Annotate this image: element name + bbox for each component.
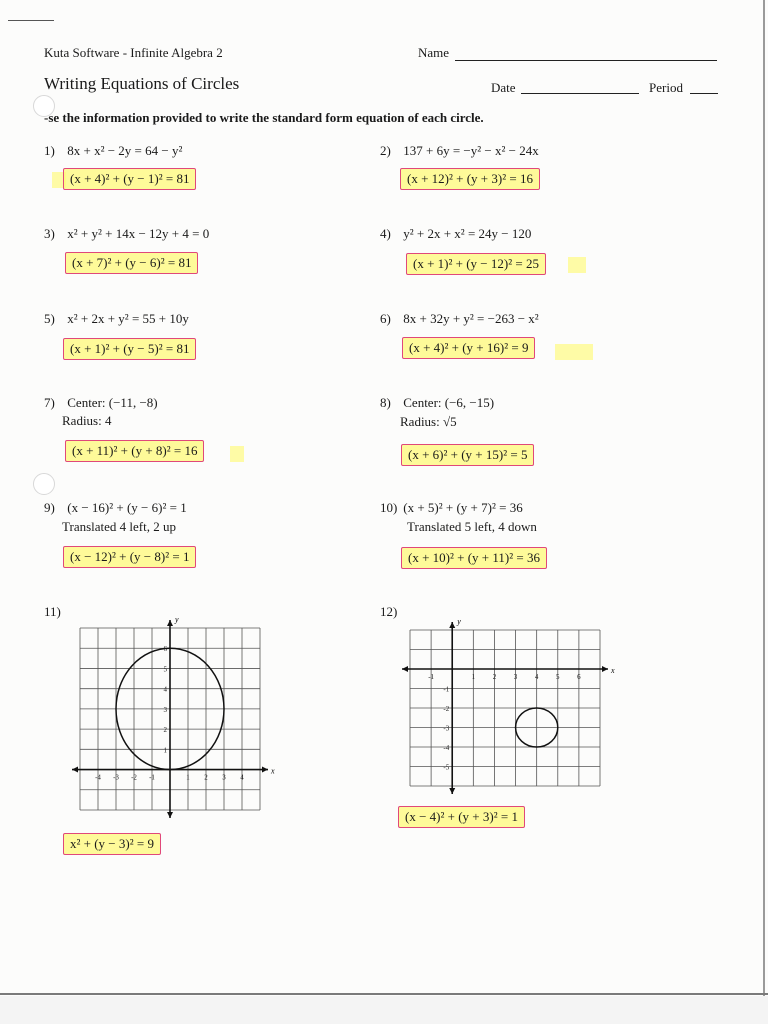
y-tick-label: 4 [163,685,167,694]
problem-text: (x + 5)² + (y + 7)² = 36 [403,500,523,515]
answer-box: (x − 4)² + (y + 3)² = 1 [398,806,525,828]
problem-4 [380,226,531,242]
problem-2 [380,143,539,159]
y-tick-label: 1 [163,746,167,755]
problem-detail: Radius: 4 [62,413,112,428]
problem-text: (x − 16)² + (y − 6)² = 1 [67,500,187,515]
period-label: Period [649,80,683,95]
x-tick-label: -2 [131,773,137,782]
problem-6 [380,311,539,327]
y-axis-label: y [175,616,179,624]
y-tick-label: 3 [163,705,167,714]
x-tick-label: -1 [428,673,435,681]
problem-text: Center: (−6, −15) [403,395,495,410]
problem-text: x² + 2x + y² = 55 + 10y [67,311,189,326]
answer-box: (x − 12)² + (y − 8)² = 1 [63,546,196,568]
name-label: Name [418,45,450,60]
answer-box: (x + 12)² + (y + 3)² = 16 [400,168,540,190]
date-label: Date [491,80,516,95]
x-tick-label: 4 [240,773,244,782]
graph-11 [66,616,286,826]
y-tick-label: 6 [163,645,167,654]
answer-box: (x + 4)² + (y + 16)² = 9 [402,337,535,359]
y-axis-label: y [457,617,461,626]
x-tick-label: 2 [492,673,497,681]
arrow-icon [602,666,608,672]
y-tick-label: -4 [443,744,450,752]
problem-12-number: 12) [380,604,398,619]
arrow-icon [72,767,78,773]
problem-3 [44,226,209,242]
problem-text: y² + 2x + x² = 24y − 120 [403,226,532,241]
y-tick-label: -2 [443,705,450,713]
y-tick-label: -1 [443,685,450,694]
problem-11-number: 11) [44,604,61,619]
x-tick-label: 3 [513,673,518,681]
problem-9 [44,500,187,516]
problem-number: 7) [44,395,55,410]
problem-text: Center: (−11, −8) [67,395,158,410]
problem-text: x² + y² + 14x − 12y + 4 = 0 [67,226,210,241]
arrow-icon [262,767,268,773]
arrow-icon [402,666,408,672]
page-edge [0,993,768,995]
x-tick-label: 1 [471,673,476,681]
answer-box: (x + 4)² + (y − 1)² = 81 [63,168,196,190]
problem-text: 8x + 32y + y² = −263 − x² [403,311,539,326]
problem-number: 1) [44,143,55,158]
punch-hole [33,473,55,495]
x-tick-label: -4 [95,773,101,782]
page-edge [763,0,765,1024]
problem-5 [44,311,189,327]
scan-mark [8,20,54,21]
problem-10 [380,500,523,516]
arrow-icon [167,812,173,818]
answer-box: (x + 7)² + (y − 6)² = 81 [65,252,198,274]
instructions: -se the information provided to write the standard form equation of each circle. [44,110,484,125]
highlight-mark [568,257,586,273]
x-tick-label: 6 [577,673,581,681]
problem-number: 8) [380,395,391,410]
y-tick-label: 2 [163,726,167,735]
x-tick-label: 5 [556,673,560,681]
y-tick-label: 5 [163,665,167,674]
answer-box: x² + (y − 3)² = 9 [63,833,161,855]
problem-number: 5) [44,311,55,326]
arrow-icon [449,788,455,794]
problem-detail: Translated 5 left, 4 down [407,519,537,534]
x-tick-label: -1 [149,773,155,782]
x-tick-label: 2 [204,773,208,782]
problem-number: 2) [380,143,391,158]
page-title: Writing Equations of Circles [44,74,240,93]
problem-7 [44,395,158,411]
answer-box: (x + 6)² + (y + 15)² = 5 [401,444,534,466]
arrow-icon [449,622,455,628]
date-field[interactable] [521,93,639,94]
problem-number: 3) [44,226,55,241]
publisher: Kuta Software - Infinite Algebra 2 [44,45,223,60]
problem-text: 8x + x² − 2y = 64 − y² [67,143,183,158]
problem-number: 10) [380,500,398,515]
period-field[interactable] [690,93,718,94]
highlight-mark [230,446,244,462]
x-axis-label: x [271,766,275,776]
x-tick-label: 3 [222,773,226,782]
y-tick-label: -5 [443,763,450,772]
answer-box: (x + 10)² + (y + 11)² = 36 [401,547,547,569]
highlight-mark [555,344,593,360]
problem-number: 9) [44,500,55,515]
x-tick-label: 4 [534,673,539,681]
x-axis-label: x [611,666,615,675]
problem-1 [44,143,182,159]
problem-detail: Radius: √5 [400,414,457,429]
problem-number: 4) [380,226,391,241]
scan-margin [0,996,768,1024]
arrow-icon [167,620,173,626]
problem-detail: Translated 4 left, 2 up [62,519,176,534]
answer-box: (x + 1)² + (y − 5)² = 81 [63,338,196,360]
name-field[interactable] [455,60,717,61]
x-tick-label: 1 [186,773,190,782]
y-tick-label: -3 [443,724,450,733]
problem-8 [380,395,494,411]
answer-box: (x + 11)² + (y + 8)² = 16 [65,440,204,462]
answer-box: (x + 1)² + (y − 12)² = 25 [406,253,546,275]
problem-text: 137 + 6y = −y² − x² − 24x [403,143,539,158]
x-tick-label: -3 [113,773,119,782]
problem-number: 6) [380,311,391,326]
graph-12 [400,614,620,794]
